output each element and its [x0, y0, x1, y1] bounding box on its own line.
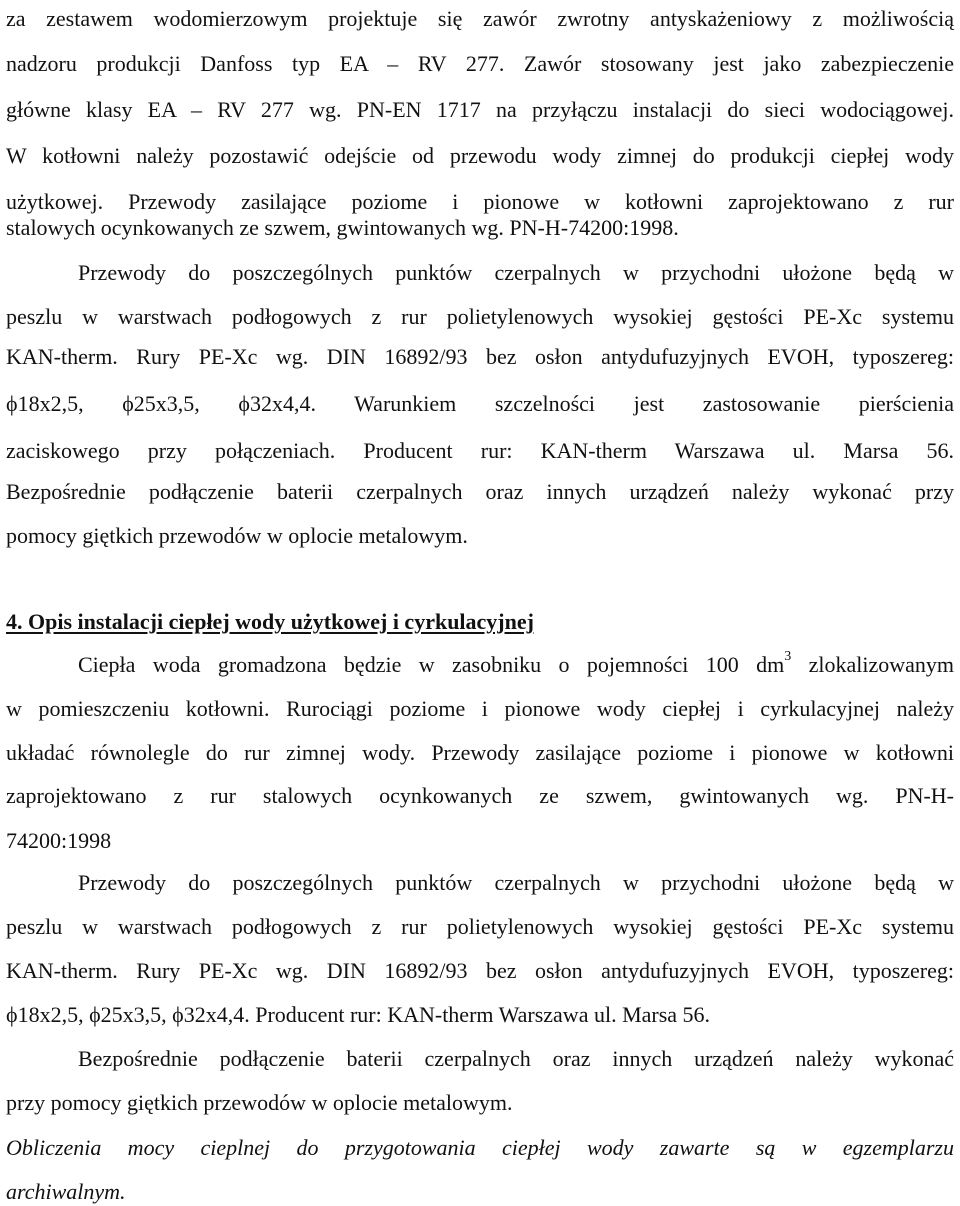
paragraph-line: w pomieszczeniu kotłowni. Rurociągi poziome i pionowe wody ciepłej i cyrkulacyjnej należy [6, 696, 954, 721]
italic-note-line: Obliczenia mocy cieplnej do przygotowania ciepłej wody zawarte są w egzemplarzu [6, 1135, 954, 1160]
paragraph-line: użytkowej. Przewody zasilające poziome i pionowe w kotłowni zaprojektowano z rur [6, 189, 954, 214]
superscript-exponent: 3 [784, 648, 792, 664]
paragraph-line: pomocy giętkich przewodów w oplocie metalowym. [6, 523, 468, 548]
paragraph-line: główne klasy EA – RV 277 wg. PN-EN 1717 na przyłączu instalacji do sieci wodociągowej. [6, 97, 954, 122]
paragraph-line: W kotłowni należy pozostawić odejście od przewodu wody zimnej do produkcji ciepłej wody [6, 143, 954, 168]
paragraph-line: Przewody do poszczególnych punktów czerpalnych w przychodni ułożone będą w [78, 260, 954, 285]
paragraph-text: Ciepła woda gromadzona będzie w zasobniku o pojemności 100 dm [78, 652, 785, 677]
paragraph-line: Bezpośrednie podłączenie baterii czerpalnych oraz innych urządzeń należy wykonać [78, 1046, 954, 1071]
paragraph-line: ϕ18x2,5, ϕ25x3,5, ϕ32x4,4. Warunkiem szczelności jest zastosowanie pierścienia [6, 391, 954, 416]
paragraph-line: 74200:1998 [6, 828, 112, 853]
paragraph-line: Bezpośrednie podłączenie baterii czerpalnych oraz innych urządzeń należy wykonać przy [6, 479, 954, 504]
paragraph-line [78, 650, 954, 680]
paragraph-line: zaciskowego przy połączeniach. Producent rur: KAN-therm Warszawa ul. Marsa 56. [6, 438, 954, 463]
paragraph-line: KAN-therm. Rury PE-Xc wg. DIN 16892/93 bez osłon antydufuzyjnych EVOH, typoszereg: [6, 344, 954, 369]
paragraph-line: zaprojektowano z rur stalowych ocynkowanych ze szwem, gwintowanych wg. PN-H- [6, 783, 954, 808]
italic-note-line: archiwalnym. [6, 1179, 126, 1204]
paragraph-line: KAN-therm. Rury PE-Xc wg. DIN 16892/93 bez osłon antydufuzyjnych EVOH, typoszereg: [6, 958, 954, 983]
paragraph-line: ϕ18x2,5, ϕ25x3,5, ϕ32x4,4. Producent rur: KAN-therm Warszawa ul. Marsa 56. [6, 1002, 711, 1027]
paragraph-line: peszlu w warstwach podłogowych z rur polietylenowych wysokiej gęstości PE-Xc systemu [6, 304, 954, 329]
paragraph-line: stalowych ocynkowanych ze szwem, gwintowanych wg. PN-H-74200:1998. [6, 215, 679, 240]
paragraph-line: układać równolegle do rur zimnej wody. Przewody zasilające poziome i pionowe w kotłowni [6, 740, 954, 765]
section-heading: 4. Opis instalacji ciepłej wody użytkowej i cyrkulacyjnej [6, 609, 534, 634]
paragraph-line: peszlu w warstwach podłogowych z rur polietylenowych wysokiej gęstości PE-Xc systemu [6, 914, 954, 939]
paragraph-line: nadzoru produkcji Danfoss typ EA – RV 277. Zawór stosowany jest jako zabezpieczenie [6, 51, 954, 76]
paragraph-text: zlokalizowanym [791, 652, 954, 677]
paragraph-line: przy pomocy giętkich przewodów w oplocie metalowym. [6, 1090, 513, 1115]
paragraph-line: za zestawem wodomierzowym projektuje się zawór zwrotny antyskażeniowy z możliwością [6, 6, 954, 31]
paragraph-line: Przewody do poszczególnych punktów czerpalnych w przychodni ułożone będą w [78, 870, 954, 895]
